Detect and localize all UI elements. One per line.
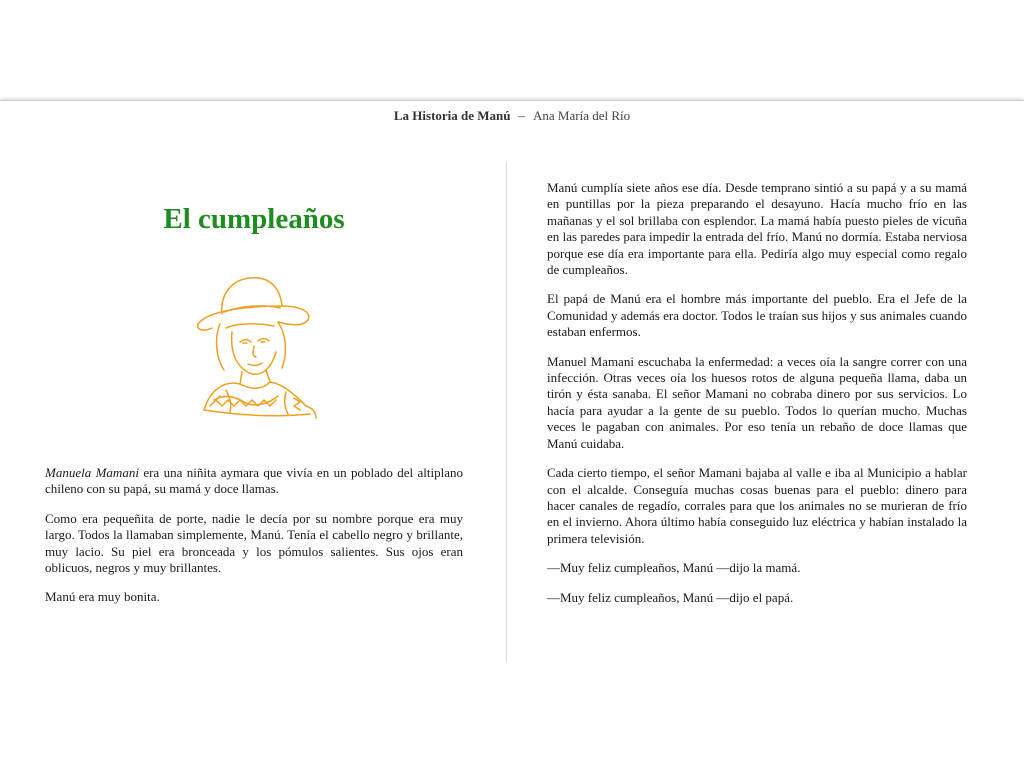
book-title: La Historia de Manú [393,108,511,123]
page-gutter-divider [506,162,507,662]
character-name: Manuela Mamani [45,465,139,480]
dialogue-line: —Muy feliz cumpleaños, Manú —dijo el papá. [547,589,794,605]
left-page-text [45,465,463,619]
paragraph: Manuel Mamani escuchaba la enfermedad: a veces oía la sangre correr con una infección. Otras veces oía los huesos rotos de alguna pequeña llama, daba un tirón y ésta sanaba. El señor Mamani no cobraba dinero por sus servicios. Lo hacía para ayudar a la gente de su pueblo. Todos lo querían mucho. Muchas veces le pagaban con animales. Por eso tenía un rebaño de doce llamas que Manú cuidaba. [547,353,967,451]
girl-with-hat-illustration-icon [190,272,320,422]
reader-top-bar [0,0,1024,100]
paragraph: Manú era muy bonita. [45,589,160,605]
paragraph: Cada cierto tiempo, el señor Mamani bajaba al valle e iba al Municipio a hablar con el alcalde. Conseguía muchas cosas buenas para el pueblo: dinero para hacer canales de regadío, corrales para que los animales no se murieran de frío en el invierno. Ahora último había conseguido luz eléctrica y habían instalado la primera televisión. [547,465,967,546]
book-author: Ana María del Río [533,108,631,123]
paragraph [45,465,463,498]
paragraph: Manú cumplía siete años ese día. Desde temprano sintió a su papá y a su mamá en puntillas por la pieza preparando el desayuno. Hacía mucho frío en las mañanas y el sol brillaba con esplendor. La mamá había puesto pieles de vicuña en las paredes para impedir la entrada del frío. Manú no dormía. Estaba nerviosa porque ese día era importante para ella. Pediría algo muy especial como regalo de cumpleaños. [547,180,967,278]
paragraph: El papá de Manú era el hombre más importante del pueblo. Era el Jefe de la Comunidad y además era doctor. Todos le traían sus hijos y sus animales cuando estaban enfermos. [547,291,967,340]
dialogue-line: —Muy feliz cumpleaños, Manú —dijo la mamá. [547,560,801,576]
book-page-spread [0,100,1024,768]
chapter-title: El cumpleaños [163,203,345,235]
running-header [0,108,1024,124]
header-separator: – [518,108,526,123]
right-page-text [547,180,967,619]
paragraph-text: era una niñita aymara que vivía en un poblado del altiplano chileno con su papá, su mamá y doce llamas. [45,465,464,497]
paragraph: Como era pequeñita de porte, nadie le decía por su nombre porque era muy largo. Todos la llamaban simplemente, Manú. Tenía el cabello negro y brillante, muy lacio. Su piel era bronceada y los pómulos salientes. Sus ojos eran oblicuos, negros y muy brillantes. [45,510,463,576]
